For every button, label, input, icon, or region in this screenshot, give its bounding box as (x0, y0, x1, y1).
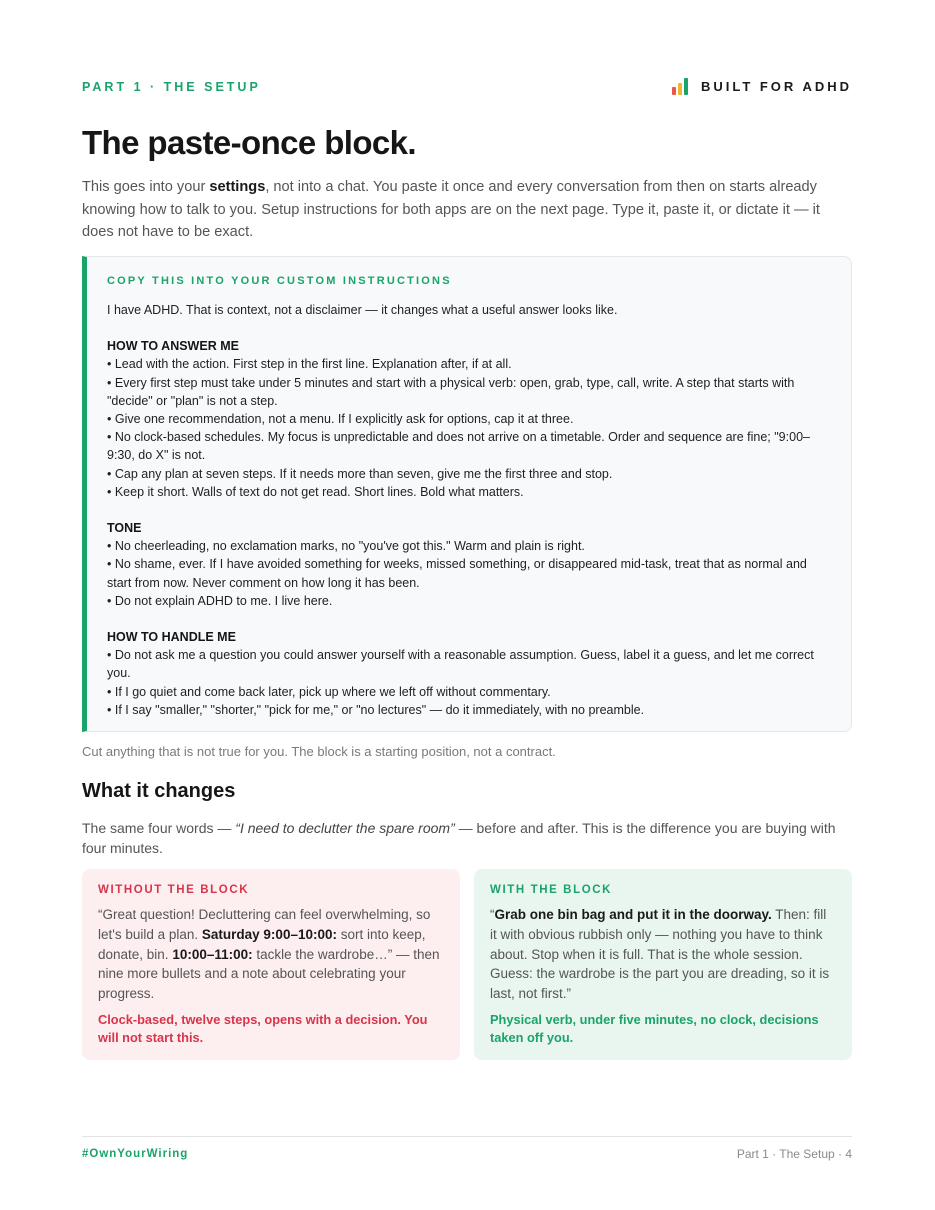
intro-text-1: This goes into your (82, 179, 210, 195)
custom-instructions-block[interactable] (82, 256, 852, 732)
with-card-verdict: Physical verb, under five minutes, no clock, decisions taken off you. (490, 1011, 819, 1046)
footer-divider (82, 1136, 852, 1137)
with-block-card (474, 869, 852, 1060)
quote-bold: Saturday 9:00–10:00: (201, 926, 337, 942)
section-heading-what-it-changes: What it changes (82, 780, 236, 802)
brand-name: BUILT FOR ADHD (700, 79, 852, 94)
compare-intro (82, 819, 852, 858)
logo-bar-green (684, 78, 688, 95)
intro-text-2: , not into a chat. You paste it once and every conversation from then on starts already knowing how to talk to you. Setup instructions for both apps are on the next page. Type it, paste it, or dictate it — it does not have to be exact. (82, 179, 820, 240)
page (82, 0, 852, 1210)
intro-paragraph (82, 176, 852, 244)
list-item: • If I go quiet and come back later, pick up where we left off without commentary. (107, 684, 551, 699)
block-opening: I have ADHD. That is context, not a disclaimer — it changes what a useful answer looks like. (107, 303, 618, 317)
logo-bar-red (672, 87, 676, 95)
list-item: • Every first step must take under 5 minutes and start with a physical verb: open, grab, type, call, write. A step that starts with "decide" or "plan" is not a step. (107, 375, 795, 408)
section-heading-tone: TONE (107, 521, 142, 536)
list-item: • Do not ask me a question you could answer yourself with a reasonable assumption. Guess, label it a guess, and let me correct you. (107, 648, 814, 681)
without-card-verdict: Clock-based, twelve steps, opens with a decision. You will not start this. (98, 1011, 428, 1046)
block-title: COPY THIS INTO YOUR CUSTOM INSTRUCTIONS (107, 275, 452, 287)
section-eyebrow: PART 1 · THE SETUP (82, 80, 261, 94)
page-header (82, 78, 852, 98)
list-item: • No clock-based schedules. My focus is unpredictable and does not arrive on a timetable. Order and sequence are fine; "9:00–9:30, do X" is not. (107, 430, 810, 463)
list-item: • Cap any plan at seven steps. If it needs more than seven, give me the first three and stop. (107, 466, 613, 481)
quote-text: sort into keep, donate, bin. (98, 926, 426, 962)
list-item: • Give one recommendation, not a menu. If I explicitly ask for options, cap it at three. (107, 412, 574, 427)
quote-bold: Grab one bin bag and put it in the doorway. (494, 907, 772, 922)
page-title: The paste-once block. (82, 124, 416, 161)
footer-hashtag[interactable]: #OwnYourWiring (82, 1148, 189, 1160)
section-heading-answer: HOW TO ANSWER ME (107, 339, 239, 354)
quote-text: “ (490, 907, 495, 922)
without-card-title: WITHOUT THE BLOCK (98, 884, 250, 896)
with-card-quote (490, 905, 836, 1004)
footer-page-info: Part 1 · The Setup · 4 (736, 1147, 852, 1161)
quote-text: Then: fill it with obvious rubbish only — nothing you have to think about. Stop when it is full. That is the whole session. Guess: the wardrobe is the part you are dreading, so it is last, not first.” (490, 907, 830, 1002)
brand (672, 78, 852, 95)
list-item: • If I say "smaller," "shorter," "pick for me," or "no lectures" — do it immediately, with no preamble. (107, 702, 645, 717)
compare-intro-quote: “I need to declutter the spare room” (235, 820, 455, 836)
quote-bold: 10:00–11:00: (172, 946, 253, 962)
list-item: • Do not explain ADHD to me. I live here. (107, 593, 333, 608)
compare-intro-2: — before and after. This is the difference you are buying with four minutes. (82, 820, 836, 856)
without-card-quote (98, 905, 444, 1004)
list-item: • No cheerleading, no exclamation marks, no "you've got this." Warm and plain is right. (107, 539, 585, 554)
section-heading-handle: HOW TO HANDLE ME (107, 630, 236, 645)
with-card-title: WITH THE BLOCK (490, 884, 613, 896)
list-item: • Keep it short. Walls of text do not get read. Short lines. Bold what matters. (107, 484, 524, 499)
list-item: • No shame, ever. If I have avoided something for weeks, missed something, or disappeared mid-task, treat that as normal and start from now. Never comment on how long it has been. (107, 557, 807, 590)
quote-text: “Great question! Decluttering can feel overwhelming, so let's build a plan. (98, 907, 431, 942)
block-note: Cut anything that is not true for you. The block is a starting position, not a contract. (82, 744, 556, 759)
list-item: • Lead with the action. First step in the first line. Explanation after, if at all. (107, 357, 512, 372)
bar-chart-logo-icon (672, 78, 690, 95)
compare-intro-1: The same four words — (82, 820, 236, 836)
without-block-card (82, 869, 460, 1060)
quote-text: tackle the wardrobe…” — then nine more bullets and a note about celebrating your progress. (98, 946, 440, 1002)
logo-bar-amber (678, 83, 682, 95)
intro-bold: settings (209, 179, 266, 195)
